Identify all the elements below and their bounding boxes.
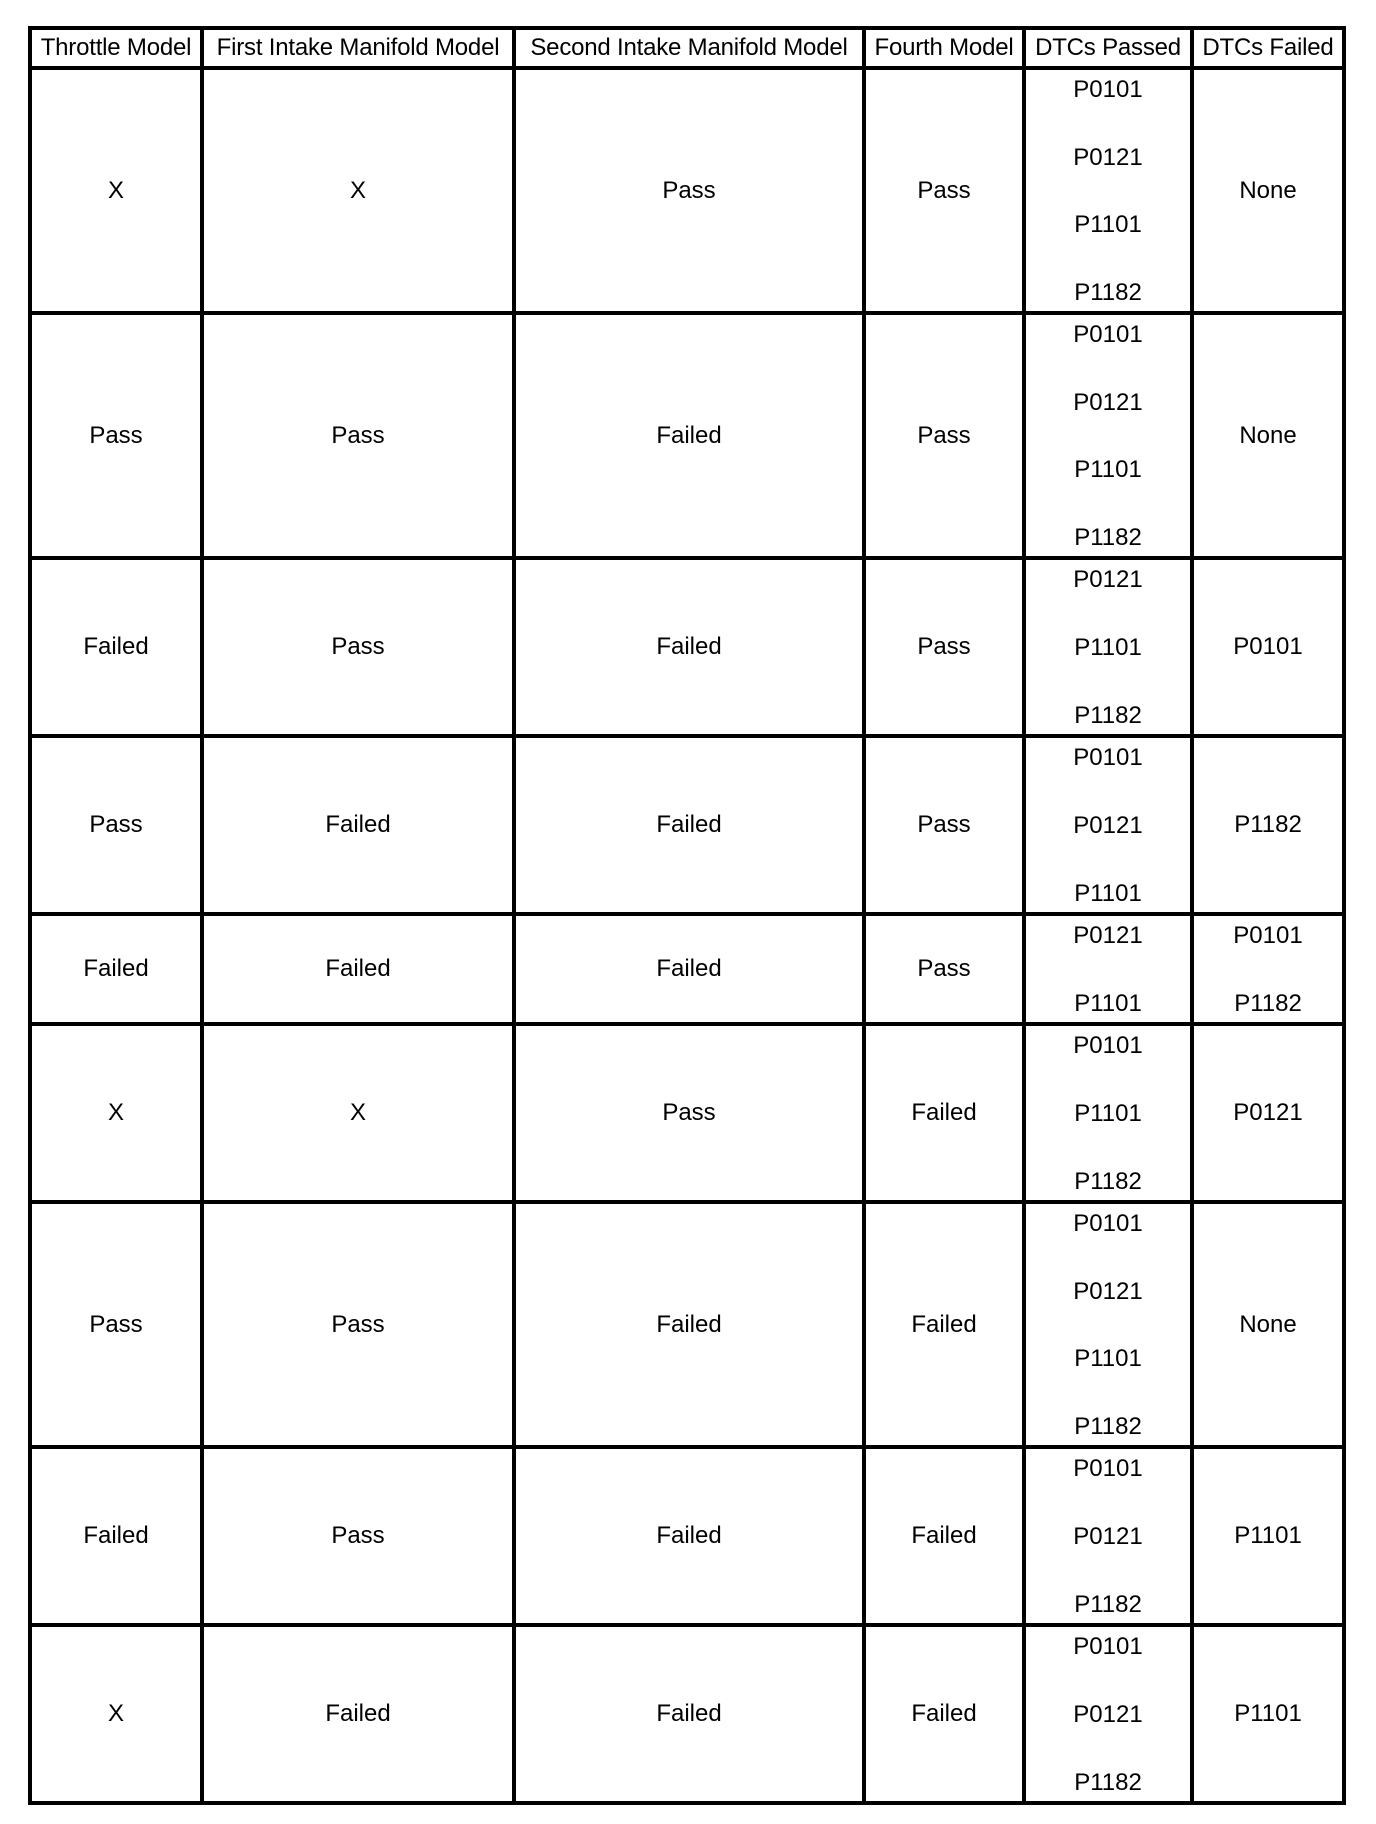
cell-second-intake-manifold-model: Pass [514,1024,864,1202]
cell-first-intake-manifold-model: X [202,1024,514,1202]
cell-dtcs-passed [1024,1202,1192,1447]
dtc-passed-code: P1182 [1074,1168,1142,1195]
dtc-passed-code: P0121 [1073,1701,1143,1728]
dtc-passed-list [1026,1204,1190,1445]
header-dtcs-passed: DTCs Passed [1024,28,1192,68]
dtc-passed-code: P0121 [1073,922,1143,949]
cell-dtcs-passed [1024,558,1192,736]
cell-throttle-model: X [30,68,202,313]
cell-second-intake-manifold-model: Failed [514,1625,864,1803]
dtc-passed-code: P1182 [1074,1769,1142,1796]
cell-throttle-model: Failed [30,914,202,1024]
dtc-passed-code: P0121 [1073,1277,1143,1305]
dtc-failed-code: None [1239,1310,1297,1338]
cell-dtcs-failed [1192,1447,1344,1625]
dtc-passed-code: P1101 [1074,634,1142,661]
dtc-passed-list [1026,1026,1190,1200]
cell-fourth-model: Pass [864,736,1024,914]
dtc-passed-code: P0101 [1073,1633,1143,1660]
table-body [30,68,1344,1803]
cell-second-intake-manifold-model: Failed [514,313,864,558]
cell-throttle-model: Pass [30,736,202,914]
cell-throttle-model: Failed [30,1447,202,1625]
cell-first-intake-manifold-model: Pass [202,1202,514,1447]
cell-second-intake-manifold-model: Failed [514,914,864,1024]
dtc-failed-code: None [1239,176,1297,204]
table-row [30,914,1344,1024]
table-row [30,68,1344,313]
cell-dtcs-failed [1192,313,1344,558]
table-row [30,558,1344,736]
cell-dtcs-passed [1024,914,1192,1024]
header-row [30,28,1344,68]
cell-dtcs-passed [1024,1447,1192,1625]
table-row [30,1447,1344,1625]
table-row [30,313,1344,558]
header-fourth-model: Fourth Model [864,28,1024,68]
cell-dtcs-failed [1192,68,1344,313]
table-row [30,1024,1344,1202]
cell-throttle-model: Failed [30,558,202,736]
dtc-failed-code: P0101 [1233,633,1303,660]
dtc-passed-code: P0101 [1073,1032,1143,1059]
cell-fourth-model: Pass [864,68,1024,313]
dtc-passed-code: P1101 [1074,211,1142,239]
cell-fourth-model: Failed [864,1447,1024,1625]
cell-fourth-model: Failed [864,1625,1024,1803]
dtc-passed-code: P1182 [1074,702,1142,729]
dtc-passed-code: P1182 [1074,1591,1142,1618]
table-row [30,736,1344,914]
cell-dtcs-failed [1192,1625,1344,1803]
cell-first-intake-manifold-model: Pass [202,313,514,558]
cell-fourth-model: Pass [864,313,1024,558]
cell-second-intake-manifold-model: Failed [514,558,864,736]
dtc-passed-code: P1101 [1074,456,1142,484]
dtc-failed-code: None [1239,421,1297,449]
dtc-passed-code: P0101 [1073,76,1143,103]
cell-fourth-model: Failed [864,1202,1024,1447]
cell-second-intake-manifold-model: Failed [514,736,864,914]
dtc-failed-code: P0121 [1233,1099,1303,1126]
table-row [30,1202,1344,1447]
dtc-failed-code: P1182 [1234,811,1302,838]
dtc-passed-code: P0101 [1073,1455,1143,1482]
dtc-failed-code: P0101 [1233,922,1303,949]
dtc-passed-code: P1101 [1074,880,1142,907]
dtc-failed-code: P1101 [1234,1700,1302,1727]
cell-dtcs-passed [1024,313,1192,558]
cell-throttle-model: X [30,1625,202,1803]
dtc-failed-code: P1182 [1234,990,1302,1017]
dtc-passed-list [1026,1449,1190,1623]
dtc-passed-code: P0121 [1073,143,1143,171]
cell-second-intake-manifold-model: Failed [514,1447,864,1625]
dtc-passed-code: P1182 [1074,1412,1142,1440]
dtc-passed-code: P0121 [1073,566,1143,593]
cell-dtcs-failed [1192,1202,1344,1447]
cell-dtcs-passed [1024,736,1192,914]
dtc-passed-list [1026,70,1190,311]
cell-dtcs-failed [1192,914,1344,1024]
cell-first-intake-manifold-model: Pass [202,558,514,736]
dtc-failed-list [1194,916,1342,1022]
cell-dtcs-failed [1192,1024,1344,1202]
cell-dtcs-failed [1192,558,1344,736]
dtc-failed-code: P1101 [1234,1522,1302,1549]
dtc-passed-list [1026,916,1190,1022]
dtc-passed-code: P0101 [1073,1210,1143,1237]
dtc-passed-code: P1101 [1074,1100,1142,1127]
dtc-passed-code: P1182 [1074,523,1142,551]
dtc-results-table [28,26,1346,1805]
cell-first-intake-manifold-model: Pass [202,1447,514,1625]
dtc-passed-list [1026,738,1190,912]
header-first-intake-manifold-model: First Intake Manifold Model [202,28,514,68]
cell-dtcs-passed [1024,1024,1192,1202]
cell-second-intake-manifold-model: Failed [514,1202,864,1447]
dtc-passed-list [1026,315,1190,556]
cell-dtcs-passed [1024,1625,1192,1803]
cell-first-intake-manifold-model: Failed [202,736,514,914]
header-second-intake-manifold-model: Second Intake Manifold Model [514,28,864,68]
table-row [30,1625,1344,1803]
cell-throttle-model: Pass [30,1202,202,1447]
cell-dtcs-failed [1192,736,1344,914]
cell-fourth-model: Pass [864,558,1024,736]
cell-throttle-model: Pass [30,313,202,558]
header-throttle-model: Throttle Model [30,28,202,68]
dtc-passed-code: P1101 [1074,990,1142,1017]
cell-fourth-model: Failed [864,1024,1024,1202]
dtc-passed-list [1026,560,1190,734]
dtc-passed-code: P1182 [1074,278,1142,306]
cell-throttle-model: X [30,1024,202,1202]
header-dtcs-failed: DTCs Failed [1192,28,1344,68]
cell-first-intake-manifold-model: Failed [202,914,514,1024]
dtc-passed-code: P0121 [1073,812,1143,839]
dtc-passed-code: P1101 [1074,1345,1142,1373]
cell-dtcs-passed [1024,68,1192,313]
cell-fourth-model: Pass [864,914,1024,1024]
cell-first-intake-manifold-model: X [202,68,514,313]
dtc-passed-code: P0101 [1073,321,1143,348]
dtc-passed-code: P0121 [1073,388,1143,416]
dtc-passed-code: P0121 [1073,1523,1143,1550]
cell-second-intake-manifold-model: Pass [514,68,864,313]
cell-first-intake-manifold-model: Failed [202,1625,514,1803]
dtc-passed-list [1026,1627,1190,1801]
dtc-passed-code: P0101 [1073,744,1143,771]
